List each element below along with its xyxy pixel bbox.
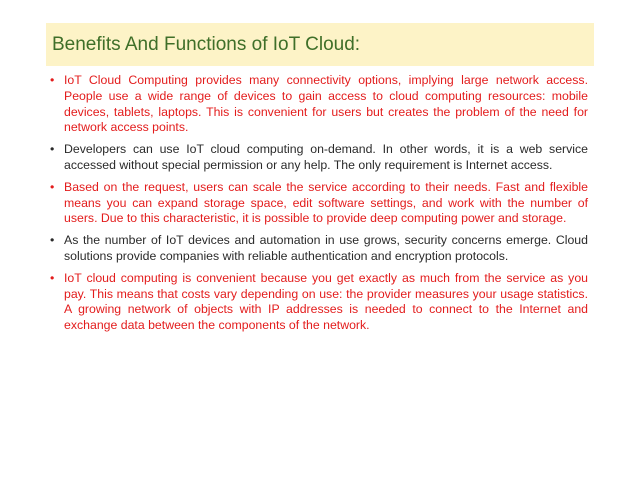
bullet-text: As the number of IoT devices and automation in use grows, security concerns emerge. Cloud solutions provide companies with reliable authentication and encryption protocols. bbox=[64, 233, 588, 263]
bullet-text: Based on the request, users can scale the service according to their needs. Fast and flexible means you can expand storage space, edit software settings, and work with the number of users. Due to this characteristic, it is possible to provide deep computing power and storage. bbox=[64, 179, 588, 226]
bullet-text: Developers can use IoT cloud computing on-demand. In other words, it is a web service accessed without special permission or any help. The only requirement is Internet access. bbox=[64, 142, 588, 172]
bullet-item-connectivity bbox=[50, 73, 588, 136]
bullet-text: IoT Cloud Computing provides many connectivity options, implying large network access. People use a wide range of devices to gain access to cloud computing resources: mobile devices, tablets, laptops. This is convenient for users but creates the problem of the need for network access points. bbox=[64, 73, 588, 135]
bullet-item-security bbox=[50, 233, 588, 265]
bullet-text: IoT cloud computing is convenient because you get exactly as much from the service as you pay. This means that costs vary depending on use: the provider measures your usage statistics. A growing network of objects with IP addresses is needed to connect to the Internet and exchange data between the components of the network. bbox=[64, 270, 588, 333]
bullet-dot-icon: • bbox=[50, 142, 55, 157]
bullet-dot-icon: • bbox=[50, 233, 55, 248]
bullet-item-on-demand bbox=[50, 142, 588, 174]
bullet-item-scaling bbox=[50, 180, 588, 227]
bullet-item-pay-per-use bbox=[50, 271, 588, 334]
bullet-list bbox=[50, 73, 588, 340]
bullet-dot-icon: • bbox=[50, 270, 55, 285]
bullet-dot-icon: • bbox=[50, 179, 55, 194]
bullet-dot-icon: • bbox=[50, 73, 55, 87]
slide-title: Benefits And Functions of IoT Cloud: bbox=[52, 34, 361, 55]
title-banner bbox=[46, 23, 594, 66]
